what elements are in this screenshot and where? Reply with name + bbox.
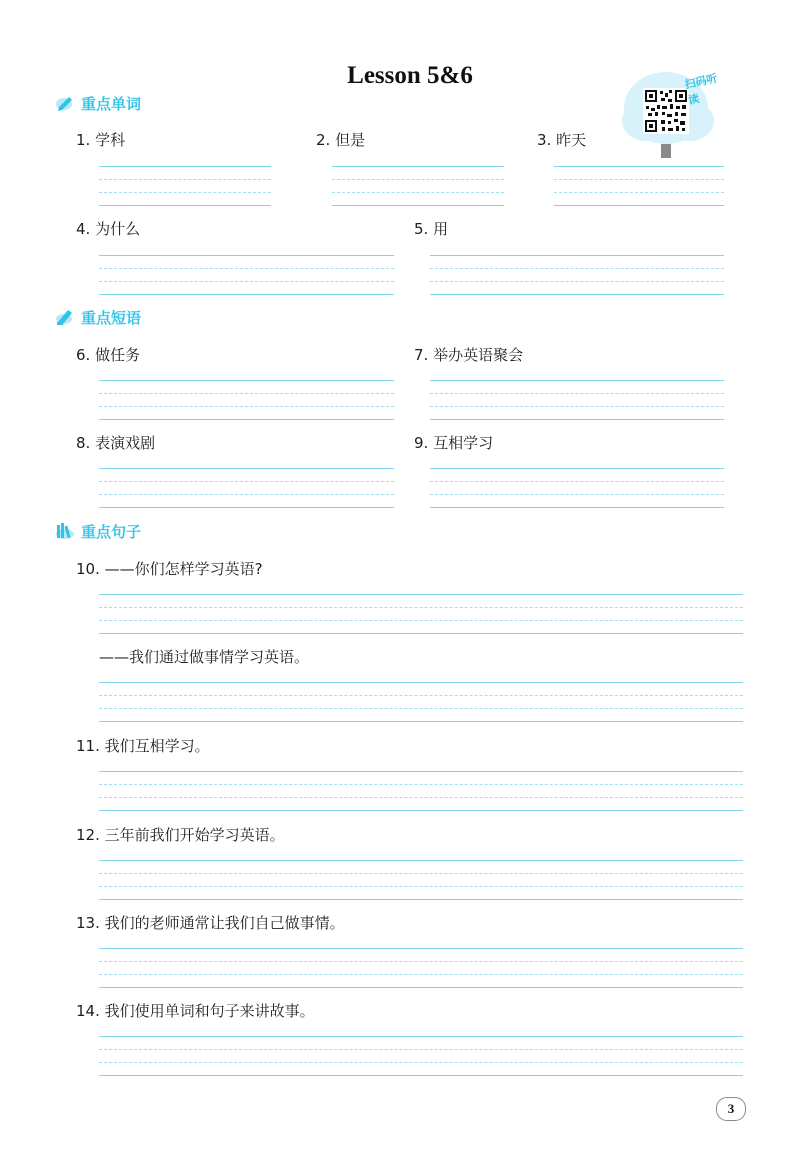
word-item-3: 3. 昨天 <box>537 131 587 149</box>
sentence-item-14: 14. 我们使用单词和句子来讲故事。 <box>76 1002 315 1020</box>
answer-lines[interactable] <box>430 468 724 510</box>
answer-lines[interactable] <box>332 166 504 208</box>
answer-lines[interactable] <box>99 255 394 297</box>
answer-lines[interactable] <box>430 380 724 422</box>
section-heading-sentences <box>55 520 141 542</box>
page-number: 3 <box>716 1097 746 1121</box>
answer-lines[interactable] <box>99 468 394 510</box>
phrase-item-7: 7. 举办英语聚会 <box>414 346 524 364</box>
sentence-item-12: 12. 三年前我们开始学习英语。 <box>76 826 285 844</box>
word-item-2: 2. 但是 <box>316 131 366 149</box>
section-heading-phrases-label: 重点短语 <box>81 308 142 327</box>
answer-lines[interactable] <box>99 771 743 813</box>
sentence-item-10: 10. ——你们怎样学习英语? <box>76 560 263 578</box>
word-item-1: 1. 学科 <box>76 131 126 149</box>
answer-lines[interactable] <box>99 948 743 990</box>
page-title: Lesson 5&6 <box>347 62 473 89</box>
answer-lines[interactable] <box>99 1036 743 1078</box>
answer-lines[interactable] <box>99 594 743 636</box>
section-heading-words <box>55 92 141 114</box>
sentence-item-10-answer: ——我们通过做事情学习英语。 <box>99 648 310 666</box>
word-item-4: 4. 为什么 <box>76 220 141 238</box>
answer-lines[interactable] <box>99 682 743 724</box>
section-heading-phrases <box>55 306 141 328</box>
section-heading-words-label: 重点单词 <box>81 94 142 113</box>
answer-lines[interactable] <box>99 166 271 208</box>
sentence-item-11: 11. 我们互相学习。 <box>76 737 210 755</box>
sentence-item-13: 13. 我们的老师通常让我们自己做事情。 <box>76 914 345 932</box>
phrase-item-8: 8. 表演戏剧 <box>76 434 156 452</box>
qr-caption: 扫码听读 <box>683 71 719 108</box>
brush-icon <box>55 308 75 326</box>
answer-lines[interactable] <box>99 380 394 422</box>
word-item-5: 5. 用 <box>414 220 449 238</box>
section-heading-sentences-label: 重点句子 <box>81 522 142 541</box>
answer-lines[interactable] <box>430 255 724 297</box>
answer-lines[interactable] <box>99 860 743 902</box>
answer-lines[interactable] <box>554 166 724 208</box>
phrase-item-6: 6. 做任务 <box>76 346 141 364</box>
phrase-item-9: 9. 互相学习 <box>414 434 494 452</box>
qr-code-badge <box>618 66 728 166</box>
books-icon <box>55 522 75 540</box>
pencil-icon <box>55 94 75 112</box>
